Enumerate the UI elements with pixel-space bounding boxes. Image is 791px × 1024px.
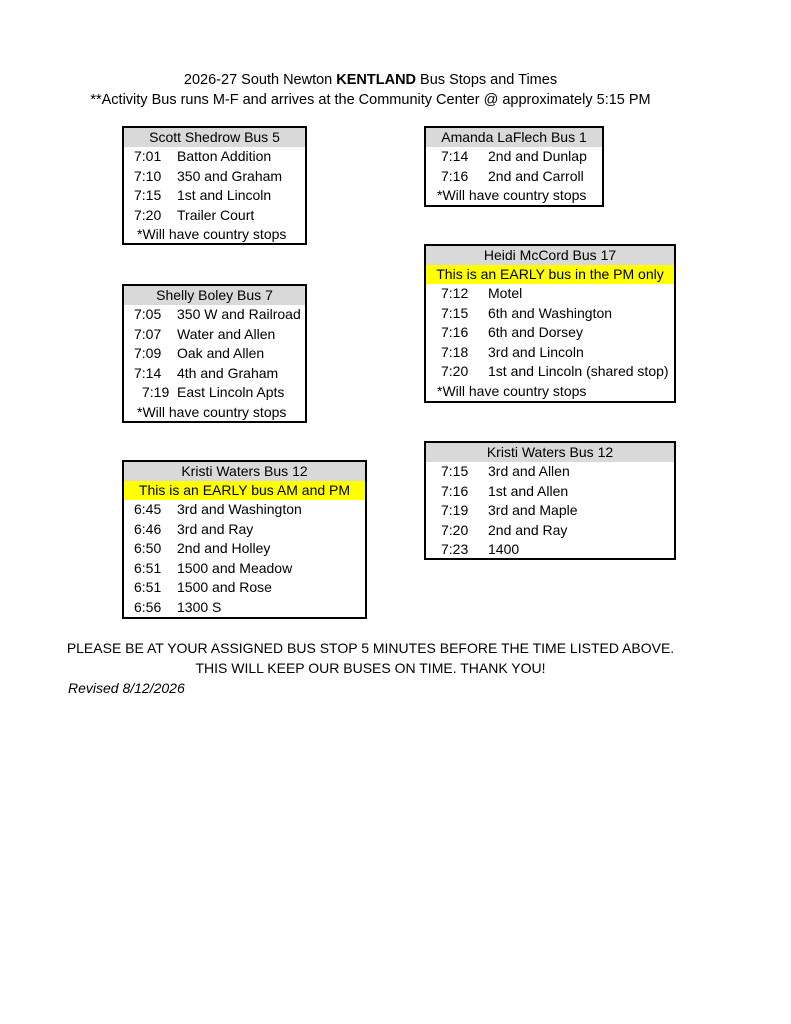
stop-row	[124, 520, 365, 540]
stop-row	[124, 383, 305, 403]
stop-location: 1st and Lincoln	[177, 187, 272, 204]
stop-row	[426, 323, 674, 343]
stop-time: 7:15	[441, 463, 469, 479]
stop-time: 6:56	[134, 598, 162, 615]
stop-time: 7:15	[441, 304, 469, 321]
bus-name: Shelly Boley Bus 7	[124, 286, 305, 305]
stop-time: 7:09	[134, 345, 162, 362]
stop-time: 6:51	[134, 559, 162, 576]
stop-location: 3rd and Washington	[177, 501, 302, 517]
stop-location: 2nd and Ray	[488, 521, 568, 538]
stop-location: East Lincoln Apts	[177, 384, 285, 401]
stop-time: 7:10	[134, 167, 162, 184]
stop-time: 7:20	[441, 521, 469, 538]
bus-box-kristi-waters-left	[122, 460, 367, 619]
stop-row	[124, 305, 305, 325]
revised-date: Revised 8/12/2026	[68, 680, 185, 696]
page-title	[0, 70, 741, 90]
stop-time: 7:20	[134, 206, 162, 223]
stop-location: Batton Addition	[177, 148, 272, 164]
stop-location: 1500 and Meadow	[177, 559, 293, 576]
bus-name: Scott Shedrow Bus 5	[124, 128, 305, 147]
stop-location: 2nd and Holley	[177, 540, 271, 557]
stop-location: Trailer Court	[177, 206, 255, 223]
stop-row	[124, 559, 365, 579]
bus-box-amanda-laflech	[424, 126, 604, 207]
bus-name: Kristi Waters Bus 12	[124, 462, 365, 481]
stop-location: 1st and Lincoln (shared stop)	[488, 363, 669, 380]
footer-instruction-line-2: THIS WILL KEEP OUR BUSES ON TIME. THANK YOU!	[195, 660, 546, 676]
stop-location: 3rd and Maple	[488, 502, 578, 519]
stop-time: 7:14	[134, 364, 162, 381]
stop-time: 6:51	[134, 579, 162, 596]
stop-row	[426, 304, 674, 324]
stop-time: 6:45	[134, 501, 162, 517]
stop-row	[124, 578, 365, 598]
stop-location: 350 and Graham	[177, 167, 283, 184]
stop-location: 350 W and Railroad	[177, 306, 301, 322]
stop-location: Motel	[488, 285, 523, 301]
stop-row	[426, 482, 674, 502]
stop-location: 2nd and Dunlap	[488, 148, 587, 164]
stop-row	[426, 362, 674, 382]
bus-name: Kristi Waters Bus 12	[426, 443, 674, 462]
bus-box-kristi-waters-right	[424, 441, 676, 560]
stop-row	[124, 364, 305, 384]
stop-row	[426, 343, 674, 363]
stop-time: 7:07	[134, 325, 162, 342]
bus-box-shelly-boley	[122, 284, 307, 423]
early-bus-banner: This is an EARLY bus AM and PM	[124, 481, 365, 500]
title-suffix: Bus Stops and Times	[416, 72, 558, 88]
stop-row	[124, 167, 305, 187]
stop-location: 4th and Graham	[177, 364, 279, 381]
stop-location: 2nd and Carroll	[488, 167, 584, 184]
early-bus-banner: This is an EARLY bus in the PM only	[426, 265, 674, 284]
stop-time: 7:18	[441, 343, 469, 360]
stop-row	[124, 325, 305, 345]
activity-bus-note: **Activity Bus runs M-F and arrives at the Community Center @ approximately 5:15 PM	[90, 92, 651, 108]
stop-time: 7:16	[441, 167, 469, 184]
stop-location: 1300 S	[177, 598, 222, 615]
stop-row	[124, 147, 305, 167]
stop-time: 7:16	[441, 324, 469, 341]
footer-instruction-line-1: PLEASE BE AT YOUR ASSIGNED BUS STOP 5 MINUTES BEFORE THE TIME LISTED ABOVE.	[66, 640, 675, 656]
bus-name: Amanda LaFlech Bus 1	[426, 128, 602, 147]
stop-row	[426, 462, 674, 482]
stop-location: 1500 and Rose	[177, 579, 272, 596]
stop-time: 7:16	[441, 482, 469, 499]
bus-box-heidi-mccord	[424, 244, 676, 403]
stop-row	[426, 167, 602, 187]
stop-row	[426, 501, 674, 521]
stop-row	[124, 186, 305, 206]
stop-row	[426, 540, 674, 560]
country-stops-note: *Will have country stops	[137, 403, 287, 420]
stop-location: 1400	[488, 541, 520, 558]
stop-location: 3rd and Ray	[177, 520, 254, 537]
stop-location: 6th and Washington	[488, 304, 613, 321]
stop-row	[124, 539, 365, 559]
stop-location: 3rd and Lincoln	[488, 343, 584, 360]
title-town: KENTLAND	[336, 72, 417, 88]
stop-location: Water and Allen	[177, 325, 276, 342]
stop-time: 7:23	[441, 541, 469, 558]
stop-row	[426, 521, 674, 541]
stop-row	[426, 284, 674, 304]
country-stops-note: *Will have country stops	[137, 226, 287, 243]
stop-row	[124, 500, 365, 520]
stop-row	[124, 206, 305, 226]
stop-time: 7:20	[441, 363, 469, 380]
stop-location: 3rd and Allen	[488, 463, 570, 479]
stop-time: 7:01	[134, 148, 162, 164]
stop-time: 6:50	[134, 540, 162, 557]
stop-time: 7:12	[441, 285, 469, 301]
stop-time: 7:19	[142, 384, 170, 401]
stop-location: Oak and Allen	[177, 345, 265, 362]
stop-time: 7:05	[134, 306, 162, 322]
title-prefix: 2026-27 South Newton	[183, 72, 337, 88]
stop-time: 7:19	[441, 502, 469, 519]
country-stops-note: *Will have country stops	[437, 382, 587, 399]
stop-time: 6:46	[134, 520, 162, 537]
stop-row	[124, 344, 305, 364]
stop-time: 7:14	[441, 148, 469, 164]
stop-location: 6th and Dorsey	[488, 324, 583, 341]
stop-row	[124, 598, 365, 618]
bus-box-scott-shedrow	[122, 126, 307, 245]
stop-row	[426, 147, 602, 167]
stop-time: 7:15	[134, 187, 162, 204]
stop-location: 1st and Allen	[488, 482, 569, 499]
country-stops-note: *Will have country stops	[437, 187, 587, 204]
bus-name: Heidi McCord Bus 17	[426, 246, 674, 265]
